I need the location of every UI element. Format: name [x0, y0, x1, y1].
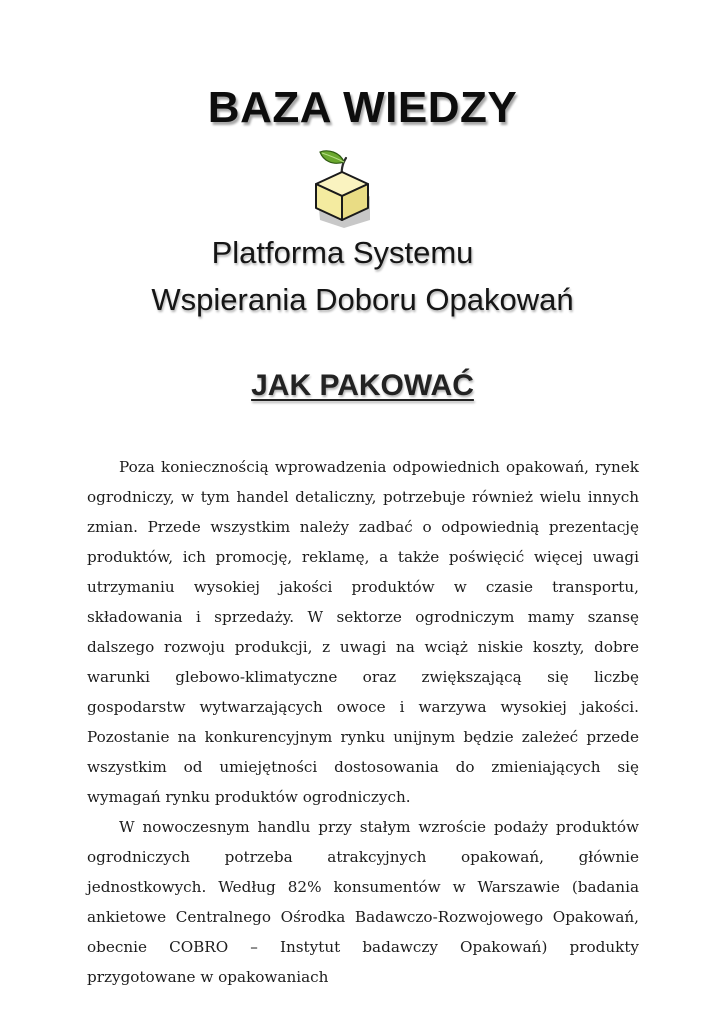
page-title: BAZA WIEDZY	[207, 83, 518, 132]
subtitle-line-1: Platforma Systemu	[211, 235, 474, 270]
subtitle-line-2: Wspierania Doboru Opakowań	[151, 282, 574, 317]
paragraph: W nowoczesnym handlu przy stałym wzroście podaży produktów ogrodniczych potrzeba atrakcyjnych opakowań, głównie jednostkowych. Według 82% konsumentów w Warszawie (badania ankietowe Centralnego Ośrodka Badawczo-Rozwojowego Opakowań, obecnie COBRO – Instytut badawczy Opakowań) produkty przygotowane w opakowaniach	[87, 818, 639, 986]
section-heading: JAK PAKOWAĆ	[251, 369, 474, 402]
box-with-leaf-icon	[308, 148, 380, 228]
paragraph: Poza koniecznością wprowadzenia odpowiednich opakowań, rynek ogrodniczy, w tym handel detaliczny, potrzebuje również wielu innych zmian. Przede wszystkim należy zadbać o odpowiednią prezentację produktów, ich promocję, reklamę, a także poświęcić więcej uwagi utrzymaniu wysokiej jakości produktów w czasie transportu, składowania i sprzedaży. W sektorze ogrodniczym mamy szansę dalszego rozwoju produkcji, z uwagi na wciąż niskie koszty, dobre warunki glebowo-klimatyczne oraz zwiększającą się liczbę gospodarstw wytwarzających owoce i warzywa wysokiej jakości. Pozostanie na konkurencyjnym rynku unijnym będzie zależeć przede wszystkim od umiejętności dostosowania do zmieniających się wymagań rynku produktów ogrodniczych.	[87, 458, 639, 806]
body-text	[87, 452, 639, 992]
